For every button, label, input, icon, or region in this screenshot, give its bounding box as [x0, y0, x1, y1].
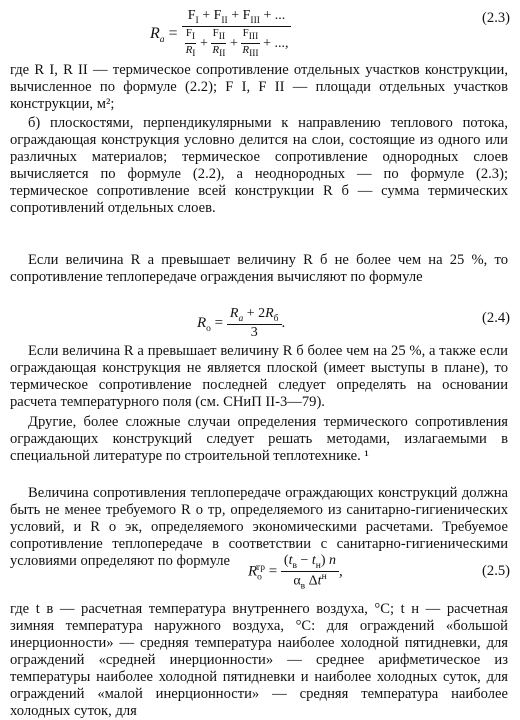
equation-number: (2.3)	[482, 10, 510, 26]
paragraph-b-planes: б) плоскостями, перпендикулярными к направлению теплового потока, ограждающая конструкция условно делится на слои, состоящие из одного или различных материалов; термическое сопротивление однородных слоев вычисляется по формуле (2.2), а неоднородных — по формуле (2.3); термическое сопротивление всей конструкции R б — сумма термических сопротивлений отдельных слоев.	[10, 115, 508, 216]
paragraph-other-cases: Другие, более сложные случаи определения термического сопротивления ограждающих конструкций следует решать методами, излагаемыми в специальной литературе по строительной теплотехнике. ¹	[10, 414, 508, 464]
paragraph-resistance-value: Величина сопротивления теплопередаче ограждающих конструкций должна быть не менее требуемого R о тр, определяемого из санитарно-гигиенических условий, и R о эк, определяемого экономическими расчетами. Требуемое сопротивление теплопередаче в соответствии с санитарно-гигиеническими условиями определяют по формуле	[10, 485, 508, 569]
equation-2-5: $R_о^{тр}$ = $\frac{(t_в - t_н) n}{\alpha_в \Delta t^н}$ , (2.5)	[248, 553, 510, 592]
paragraph-if-ra-more: Если величина R a превышает величину R б более чем на 25 %, а также если ограждающая конструкция не является плоской (имеет выступы в плане), то термическое сопротивление последней следует определять на основании расчета температурного поля (см. СНиП II-3—79).	[10, 343, 508, 410]
equation-number: (2.4)	[482, 310, 510, 326]
paragraph-where-r: где R I, R II — термическое сопротивление отдельных участков конструкции, вычисленное по формуле (2.2); F I, F II — площади отдельных участков конструкции, м²;	[10, 62, 508, 112]
paragraph-if-ra-not-more: Если величина R a превышает величину R б не более чем на 25 %, то сопротивление теплопередаче ограждения вычисляют по формуле	[10, 252, 508, 285]
equation-number: (2.5)	[482, 563, 510, 579]
equation-2-3: $R_a$ = $F_I + F_{II} + F_{III}$ + ... $\frac{F_I}{R_I}$ + $F_{II}$ $R_{II}$ + $F_{III}$ $R_{III}$ + ..., (2.3)	[150, 8, 510, 60]
paragraph-where-t: где t в — расчетная температура внутреннего воздуха, °С; t н — расчетная зимняя температура наружного воздуха, °С: для ограждений «большой инерционности» — средняя температура наиболее холодной пятидневки, для ограждений «средней инерционности» — среднее арифметическое из температуры наиболее холодной пятидневки и наиболее холодных суток, для ограждений «малой инерционности» — средняя температура наиболее холодных суток, для	[10, 601, 508, 719]
equation-2-4: $R_о$ = $\frac{R_a + 2R_б}{3}$ . (2.4)	[197, 306, 510, 340]
